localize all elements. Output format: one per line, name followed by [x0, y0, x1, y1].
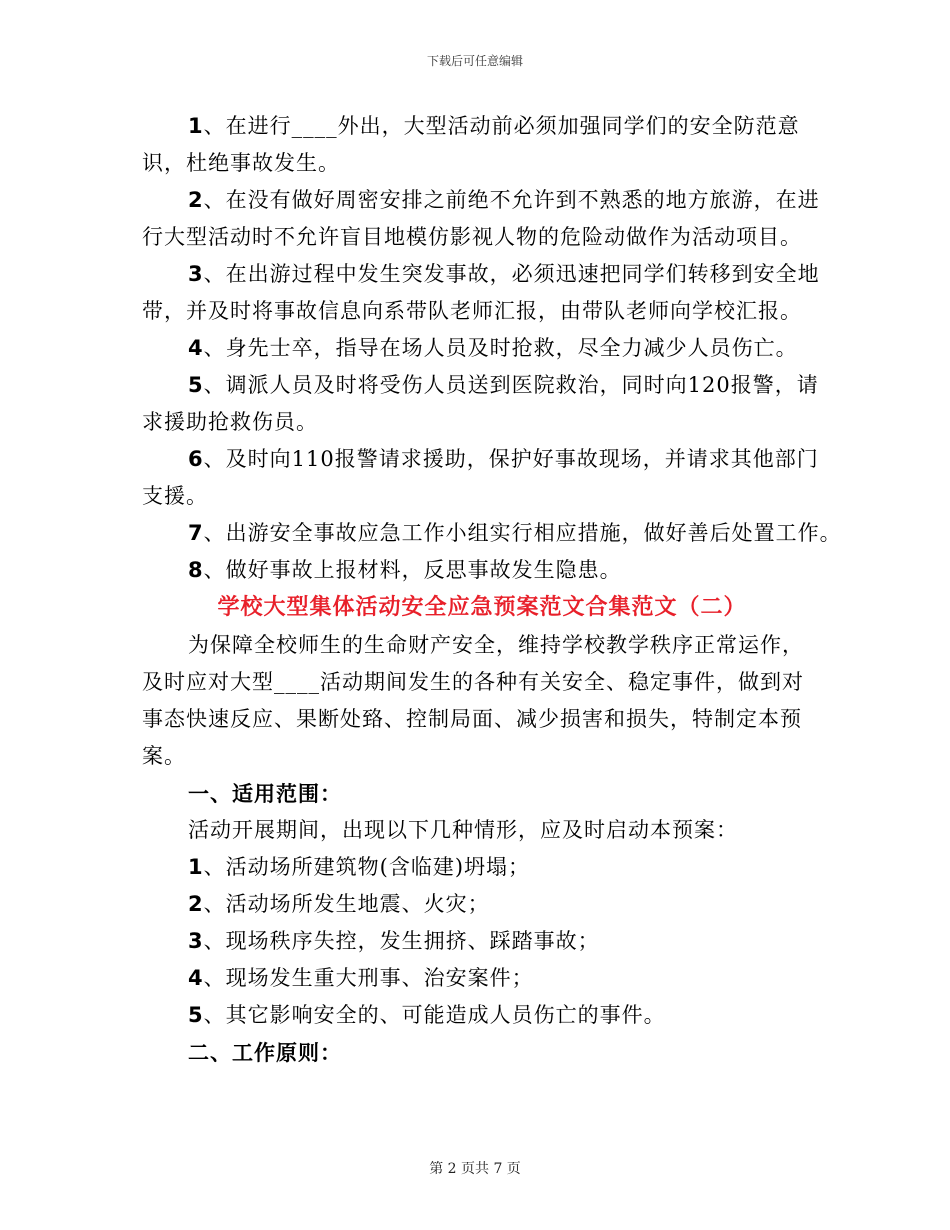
heading-principles: 二、工作原则：: [188, 1040, 342, 1065]
item-number: 1: [188, 855, 204, 879]
list-item: [142, 923, 822, 960]
item-text: 、活动场所建筑物(含临建)坍塌；: [203, 855, 531, 879]
item-number: 3: [188, 929, 204, 953]
intro-paragraph: 为保障全校师生的生命财产安全，维持学校教学秩序正常运作，及时应对大型____活动期间发生的各种有关安全、稳定事件，做到对事态快速反应、果断处臵、控制局面、减少损害和损失，特制定本预案。: [142, 633, 804, 768]
item-text: 、做好事故上报材料，反思事故发生隐患。: [203, 558, 622, 582]
list-item: [142, 441, 822, 515]
page-header: 下载后可任意编辑: [426, 54, 523, 68]
item-number: 1: [188, 114, 204, 138]
list-item: [142, 330, 822, 367]
list-item: [142, 515, 842, 552]
list-item: [142, 108, 822, 182]
list-item: [142, 849, 822, 886]
item-number: 5: [188, 373, 204, 397]
item-text: 、调派人员及时将受伤人员送到医院救治，同时向120报警，请求援助抢救伤员。: [142, 373, 819, 434]
section-title: 学校大型集体活动安全应急预案范文合集范文（二）: [217, 595, 747, 620]
heading-scope: 一、适用范围：: [188, 781, 342, 806]
list-item: [142, 997, 822, 1034]
list-item: [142, 367, 822, 441]
scope-intro: 活动开展期间，出现以下几种情形，应及时启动本预案：: [188, 818, 738, 842]
item-text: 、身先士卒，指导在场人员及时抢救，尽全力减少人员伤亡。: [203, 336, 798, 360]
item-text: 、出游安全事故应急工作小组实行相应措施，做好善后处置工作。: [203, 521, 842, 545]
item-number: 5: [188, 1003, 204, 1027]
item-text: 、在进行____外出，大型活动前必须加强同学们的安全防范意识，杜绝事故发生。: [142, 114, 800, 175]
item-number: 2: [188, 892, 204, 916]
list-item: [142, 960, 822, 997]
item-text: 、其它影响安全的、可能造成人员伤亡的事件。: [203, 1003, 666, 1027]
list-item: [142, 552, 822, 589]
item-text: 、及时向110报警请求援助，保护好事故现场，并请求其他部门支援。: [142, 447, 819, 508]
item-number: 6: [188, 447, 204, 471]
item-number: 3: [188, 262, 204, 286]
list-item: [142, 256, 822, 330]
item-number: 7: [188, 521, 204, 545]
item-text: 、在出游过程中发生突发事故，必须迅速把同学们转移到安全地带，并及时将事故信息向系带队老师汇报，由带队老师向学校汇报。: [142, 262, 820, 323]
document-body: [142, 108, 842, 1071]
item-number: 4: [188, 966, 204, 990]
item-text: 、现场秩序失控，发生拥挤、踩踏事故；: [203, 929, 600, 953]
item-text: 、活动场所发生地震、火灾；: [203, 892, 490, 916]
item-text: 、在没有做好周密安排之前绝不允许到不熟悉的地方旅游，在进行大型活动时不允许盲目地模仿影视人物的危险动做作为活动项目。: [142, 188, 820, 249]
list-item: [142, 182, 822, 256]
item-number: 8: [188, 558, 204, 582]
item-number: 2: [188, 188, 204, 212]
item-text: 、现场发生重大刑事、治安案件；: [203, 966, 534, 990]
item-number: 4: [188, 336, 204, 360]
page-footer: 第 2 页共 7 页: [429, 1161, 521, 1177]
list-item: [142, 886, 822, 923]
